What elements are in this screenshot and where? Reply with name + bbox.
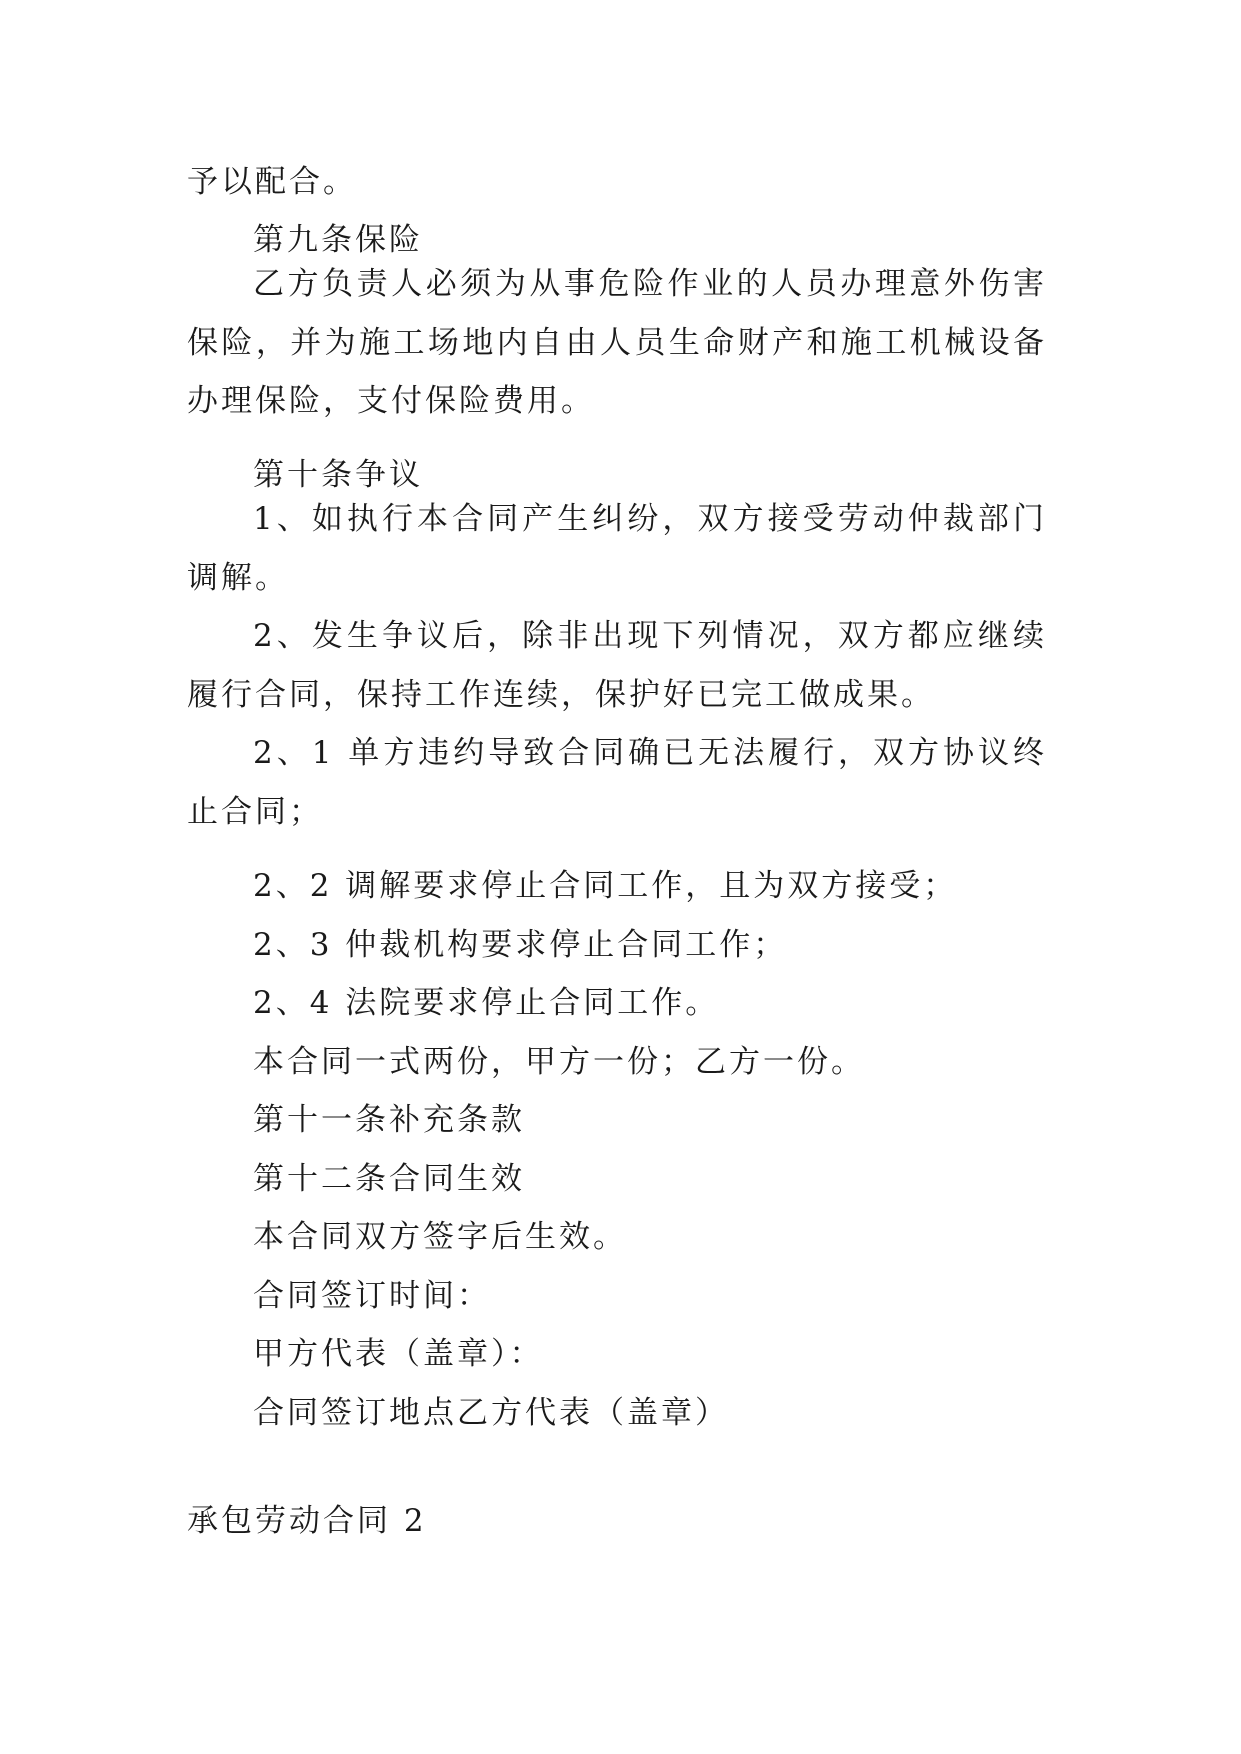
next-contract-title: 承包劳动合同 2	[187, 1503, 427, 1539]
heading-article-10-dispute: 第十条争议	[253, 457, 423, 493]
paragraph-dispute-2-1: 2、1 单方违约导致合同确已无法履行，双方协议终止合同；	[187, 735, 1047, 830]
party-a-representative-label: 甲方代表（盖章）：	[253, 1336, 544, 1372]
paragraph-continuation: 予以配合。	[187, 164, 357, 200]
paragraph-dispute-2-3: 2、3 仲裁机构要求停止合同工作；	[253, 927, 788, 963]
paragraph-copies: 本合同一式两份，甲方一份；乙方一份。	[253, 1044, 865, 1080]
paragraph-dispute-2-4: 2、4 法院要求停止合同工作。	[253, 985, 720, 1021]
paragraph-dispute-2-2: 2、2 调解要求停止合同工作，且为双方接受；	[253, 868, 958, 904]
signing-date-label: 合同签订时间：	[253, 1278, 491, 1314]
heading-article-12: 第十二条合同生效	[253, 1161, 525, 1197]
signing-place-party-b-label: 合同签订地点乙方代表（盖章）	[253, 1395, 729, 1431]
paragraph-insurance: 乙方负责人必须为从事危险作业的人员办理意外伤害保险，并为施工场地内自由人员生命财产和施工机械设备办理保险，支付保险费用。	[187, 266, 1047, 419]
paragraph-dispute-2: 2、发生争议后，除非出现下列情况，双方都应继续履行合同，保持工作连续，保护好已完工做成果。	[187, 618, 1047, 713]
heading-article-11: 第十一条补充条款	[253, 1102, 525, 1138]
heading-article-9-insurance: 第九条保险	[253, 222, 423, 258]
paragraph-dispute-1: 1、如执行本合同产生纠纷，双方接受劳动仲裁部门调解。	[187, 501, 1047, 596]
paragraph-effective: 本合同双方签字后生效。	[253, 1219, 627, 1255]
